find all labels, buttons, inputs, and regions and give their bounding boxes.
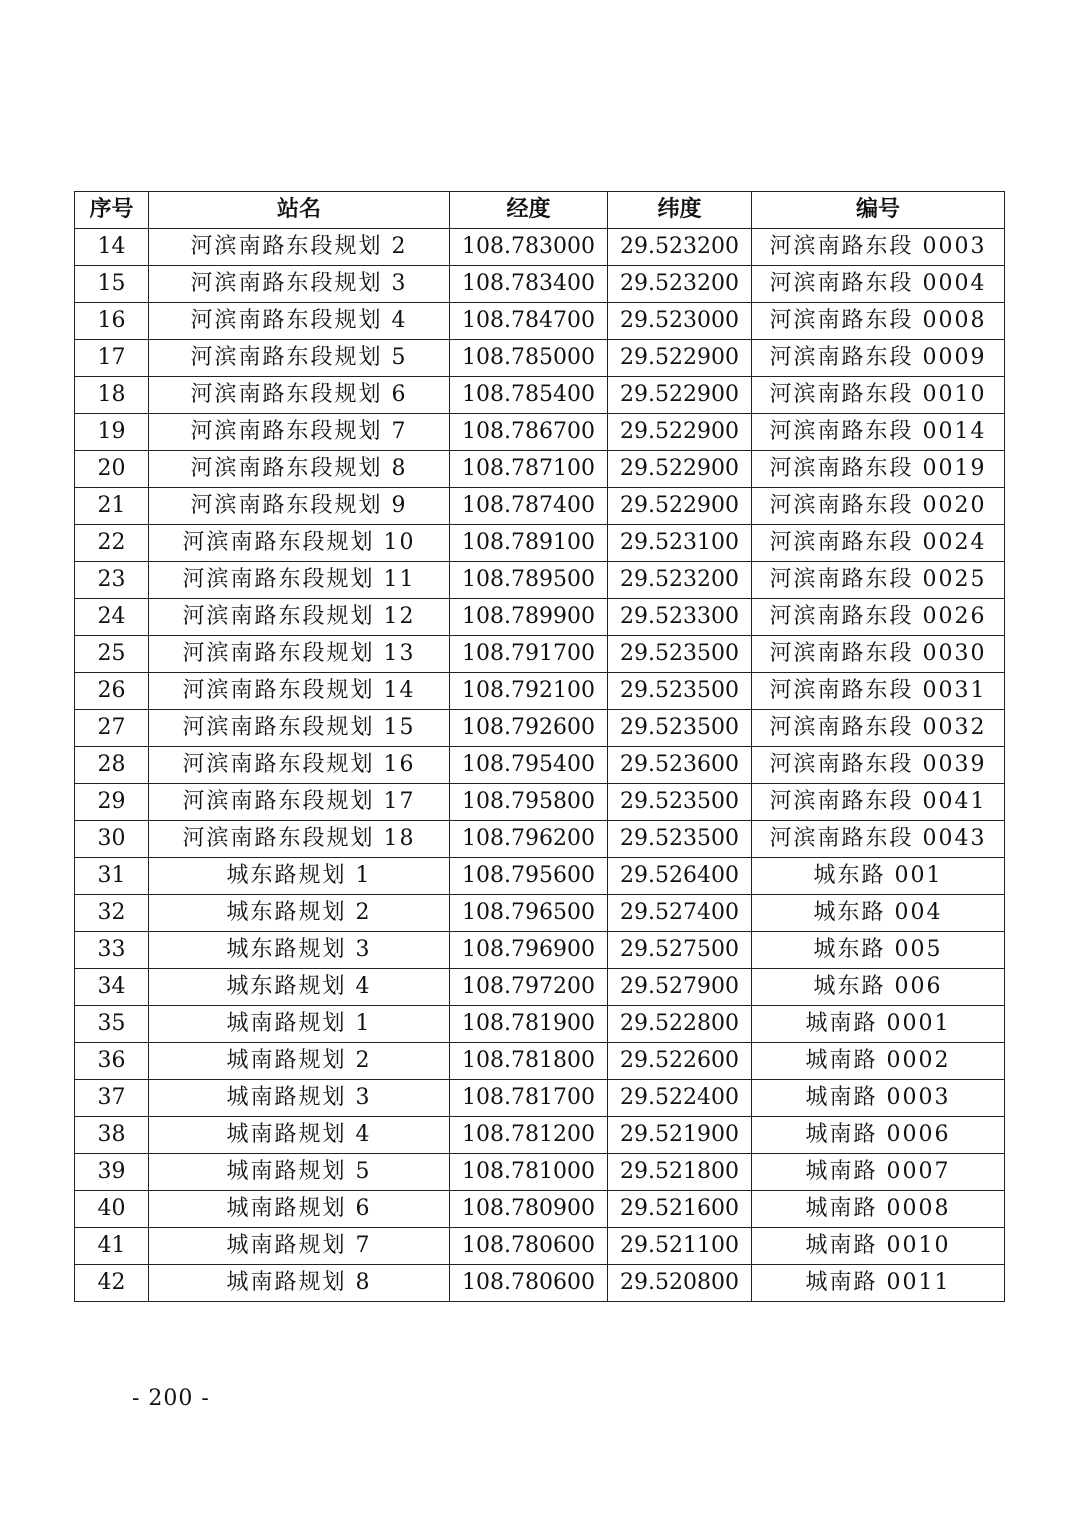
- table-row: [75, 1043, 1005, 1080]
- cell-latitude: 29.521900: [608, 1117, 752, 1154]
- cell-station-name: 河滨南路东段规划 12: [149, 599, 450, 636]
- table-row: [75, 229, 1005, 266]
- cell-latitude: 29.523500: [608, 636, 752, 673]
- table-row: [75, 1191, 1005, 1228]
- cell-index: 18: [75, 377, 149, 414]
- cell-station-name: 河滨南路东段规划 8: [149, 451, 450, 488]
- page-number: - 200 -: [132, 1386, 210, 1411]
- cell-latitude: 29.523100: [608, 525, 752, 562]
- header-index: 序号: [75, 192, 149, 229]
- cell-code: 城东路 001: [752, 858, 1005, 895]
- cell-station-name: 河滨南路东段规划 6: [149, 377, 450, 414]
- cell-latitude: 29.523200: [608, 229, 752, 266]
- table-row: [75, 858, 1005, 895]
- cell-longitude: 108.781700: [450, 1080, 608, 1117]
- cell-index: 32: [75, 895, 149, 932]
- cell-latitude: 29.523500: [608, 821, 752, 858]
- cell-longitude: 108.792600: [450, 710, 608, 747]
- cell-code: 河滨南路东段 0026: [752, 599, 1005, 636]
- cell-latitude: 29.521800: [608, 1154, 752, 1191]
- table-row: [75, 1154, 1005, 1191]
- cell-station-name: 河滨南路东段规划 10: [149, 525, 450, 562]
- table-row: [75, 784, 1005, 821]
- table-row: [75, 1265, 1005, 1302]
- table-row: [75, 1117, 1005, 1154]
- cell-code: 城南路 0002: [752, 1043, 1005, 1080]
- cell-code: 河滨南路东段 0031: [752, 673, 1005, 710]
- cell-latitude: 29.522400: [608, 1080, 752, 1117]
- table-row: [75, 525, 1005, 562]
- cell-latitude: 29.527400: [608, 895, 752, 932]
- cell-station-name: 河滨南路东段规划 4: [149, 303, 450, 340]
- cell-longitude: 108.796200: [450, 821, 608, 858]
- cell-code: 河滨南路东段 0008: [752, 303, 1005, 340]
- cell-code: 城南路 0007: [752, 1154, 1005, 1191]
- cell-index: 27: [75, 710, 149, 747]
- cell-code: 河滨南路东段 0009: [752, 340, 1005, 377]
- cell-longitude: 108.796900: [450, 932, 608, 969]
- cell-index: 42: [75, 1265, 149, 1302]
- table-row: [75, 562, 1005, 599]
- cell-latitude: 29.523300: [608, 599, 752, 636]
- cell-index: 14: [75, 229, 149, 266]
- cell-latitude: 29.522600: [608, 1043, 752, 1080]
- cell-station-name: 城南路规划 5: [149, 1154, 450, 1191]
- cell-latitude: 29.527500: [608, 932, 752, 969]
- cell-code: 河滨南路东段 0003: [752, 229, 1005, 266]
- cell-station-name: 河滨南路东段规划 16: [149, 747, 450, 784]
- cell-code: 城南路 0011: [752, 1265, 1005, 1302]
- cell-longitude: 108.791700: [450, 636, 608, 673]
- cell-code: 城东路 006: [752, 969, 1005, 1006]
- cell-longitude: 108.785400: [450, 377, 608, 414]
- cell-index: 15: [75, 266, 149, 303]
- cell-code: 城南路 0001: [752, 1006, 1005, 1043]
- cell-index: 31: [75, 858, 149, 895]
- cell-station-name: 河滨南路东段规划 14: [149, 673, 450, 710]
- cell-station-name: 城南路规划 1: [149, 1006, 450, 1043]
- cell-code: 河滨南路东段 0014: [752, 414, 1005, 451]
- cell-index: 25: [75, 636, 149, 673]
- cell-code: 河滨南路东段 0032: [752, 710, 1005, 747]
- cell-code: 河滨南路东段 0043: [752, 821, 1005, 858]
- cell-code: 河滨南路东段 0041: [752, 784, 1005, 821]
- table-row: [75, 636, 1005, 673]
- cell-latitude: 29.523200: [608, 266, 752, 303]
- cell-longitude: 108.789500: [450, 562, 608, 599]
- cell-latitude: 29.523500: [608, 784, 752, 821]
- cell-latitude: 29.522900: [608, 451, 752, 488]
- cell-station-name: 城南路规划 8: [149, 1265, 450, 1302]
- table-body: [75, 229, 1005, 1302]
- cell-code: 城南路 0006: [752, 1117, 1005, 1154]
- header-latitude: 纬度: [608, 192, 752, 229]
- table-row: [75, 821, 1005, 858]
- cell-longitude: 108.783400: [450, 266, 608, 303]
- cell-index: 29: [75, 784, 149, 821]
- cell-longitude: 108.781200: [450, 1117, 608, 1154]
- cell-station-name: 河滨南路东段规划 2: [149, 229, 450, 266]
- cell-longitude: 108.780600: [450, 1228, 608, 1265]
- table-row: [75, 895, 1005, 932]
- cell-station-name: 河滨南路东段规划 3: [149, 266, 450, 303]
- cell-code: 河滨南路东段 0030: [752, 636, 1005, 673]
- cell-code: 河滨南路东段 0010: [752, 377, 1005, 414]
- cell-station-name: 河滨南路东段规划 9: [149, 488, 450, 525]
- cell-station-name: 河滨南路东段规划 5: [149, 340, 450, 377]
- cell-latitude: 29.522900: [608, 340, 752, 377]
- cell-index: 26: [75, 673, 149, 710]
- cell-station-name: 城东路规划 2: [149, 895, 450, 932]
- cell-index: 23: [75, 562, 149, 599]
- cell-index: 36: [75, 1043, 149, 1080]
- cell-longitude: 108.789900: [450, 599, 608, 636]
- cell-longitude: 108.787400: [450, 488, 608, 525]
- cell-latitude: 29.527900: [608, 969, 752, 1006]
- cell-latitude: 29.523500: [608, 710, 752, 747]
- table-row: [75, 599, 1005, 636]
- table-header-row: [75, 192, 1005, 229]
- cell-index: 40: [75, 1191, 149, 1228]
- cell-station-name: 城东路规划 1: [149, 858, 450, 895]
- table-row: [75, 747, 1005, 784]
- cell-longitude: 108.780600: [450, 1265, 608, 1302]
- table-row: [75, 969, 1005, 1006]
- cell-longitude: 108.786700: [450, 414, 608, 451]
- cell-longitude: 108.784700: [450, 303, 608, 340]
- cell-station-name: 城南路规划 2: [149, 1043, 450, 1080]
- cell-code: 河滨南路东段 0019: [752, 451, 1005, 488]
- cell-latitude: 29.521600: [608, 1191, 752, 1228]
- cell-code: 城南路 0003: [752, 1080, 1005, 1117]
- cell-index: 33: [75, 932, 149, 969]
- cell-index: 28: [75, 747, 149, 784]
- cell-longitude: 108.787100: [450, 451, 608, 488]
- cell-latitude: 29.523500: [608, 673, 752, 710]
- cell-longitude: 108.783000: [450, 229, 608, 266]
- cell-station-name: 河滨南路东段规划 17: [149, 784, 450, 821]
- cell-latitude: 29.523200: [608, 562, 752, 599]
- cell-index: 22: [75, 525, 149, 562]
- cell-station-name: 城南路规划 4: [149, 1117, 450, 1154]
- cell-code: 城东路 004: [752, 895, 1005, 932]
- table-row: [75, 451, 1005, 488]
- cell-longitude: 108.789100: [450, 525, 608, 562]
- cell-longitude: 108.795600: [450, 858, 608, 895]
- cell-code: 城南路 0008: [752, 1191, 1005, 1228]
- cell-code: 河滨南路东段 0004: [752, 266, 1005, 303]
- cell-index: 19: [75, 414, 149, 451]
- cell-index: 35: [75, 1006, 149, 1043]
- cell-station-name: 河滨南路东段规划 11: [149, 562, 450, 599]
- table-row: [75, 710, 1005, 747]
- table-row: [75, 932, 1005, 969]
- cell-station-name: 城东路规划 4: [149, 969, 450, 1006]
- station-table: [74, 191, 1005, 1302]
- header-code: 编号: [752, 192, 1005, 229]
- cell-station-name: 河滨南路东段规划 13: [149, 636, 450, 673]
- cell-index: 37: [75, 1080, 149, 1117]
- cell-longitude: 108.780900: [450, 1191, 608, 1228]
- cell-code: 河滨南路东段 0025: [752, 562, 1005, 599]
- cell-station-name: 河滨南路东段规划 15: [149, 710, 450, 747]
- table-row: [75, 303, 1005, 340]
- station-table-container: [74, 191, 1004, 1302]
- cell-code: 城东路 005: [752, 932, 1005, 969]
- header-longitude: 经度: [450, 192, 608, 229]
- cell-longitude: 108.795800: [450, 784, 608, 821]
- cell-station-name: 河滨南路东段规划 18: [149, 821, 450, 858]
- table-row: [75, 1228, 1005, 1265]
- cell-longitude: 108.797200: [450, 969, 608, 1006]
- cell-longitude: 108.796500: [450, 895, 608, 932]
- header-station-name: 站名: [149, 192, 450, 229]
- cell-index: 20: [75, 451, 149, 488]
- table-row: [75, 414, 1005, 451]
- table-row: [75, 266, 1005, 303]
- cell-longitude: 108.795400: [450, 747, 608, 784]
- cell-code: 河滨南路东段 0024: [752, 525, 1005, 562]
- cell-station-name: 城南路规划 3: [149, 1080, 450, 1117]
- cell-latitude: 29.522900: [608, 377, 752, 414]
- cell-longitude: 108.781000: [450, 1154, 608, 1191]
- cell-longitude: 108.785000: [450, 340, 608, 377]
- cell-latitude: 29.526400: [608, 858, 752, 895]
- table-row: [75, 340, 1005, 377]
- cell-index: 17: [75, 340, 149, 377]
- cell-index: 24: [75, 599, 149, 636]
- cell-longitude: 108.792100: [450, 673, 608, 710]
- cell-station-name: 河滨南路东段规划 7: [149, 414, 450, 451]
- cell-index: 16: [75, 303, 149, 340]
- cell-station-name: 城南路规划 6: [149, 1191, 450, 1228]
- cell-longitude: 108.781800: [450, 1043, 608, 1080]
- cell-latitude: 29.521100: [608, 1228, 752, 1265]
- cell-latitude: 29.520800: [608, 1265, 752, 1302]
- cell-station-name: 城东路规划 3: [149, 932, 450, 969]
- cell-index: 38: [75, 1117, 149, 1154]
- cell-index: 34: [75, 969, 149, 1006]
- cell-index: 41: [75, 1228, 149, 1265]
- cell-latitude: 29.523600: [608, 747, 752, 784]
- cell-longitude: 108.781900: [450, 1006, 608, 1043]
- table-row: [75, 1006, 1005, 1043]
- cell-code: 城南路 0010: [752, 1228, 1005, 1265]
- table-row: [75, 377, 1005, 414]
- cell-latitude: 29.522900: [608, 488, 752, 525]
- table-row: [75, 488, 1005, 525]
- cell-code: 河滨南路东段 0039: [752, 747, 1005, 784]
- cell-index: 21: [75, 488, 149, 525]
- cell-index: 39: [75, 1154, 149, 1191]
- table-row: [75, 673, 1005, 710]
- cell-index: 30: [75, 821, 149, 858]
- cell-code: 河滨南路东段 0020: [752, 488, 1005, 525]
- cell-latitude: 29.522900: [608, 414, 752, 451]
- cell-station-name: 城南路规划 7: [149, 1228, 450, 1265]
- cell-latitude: 29.522800: [608, 1006, 752, 1043]
- cell-latitude: 29.523000: [608, 303, 752, 340]
- table-row: [75, 1080, 1005, 1117]
